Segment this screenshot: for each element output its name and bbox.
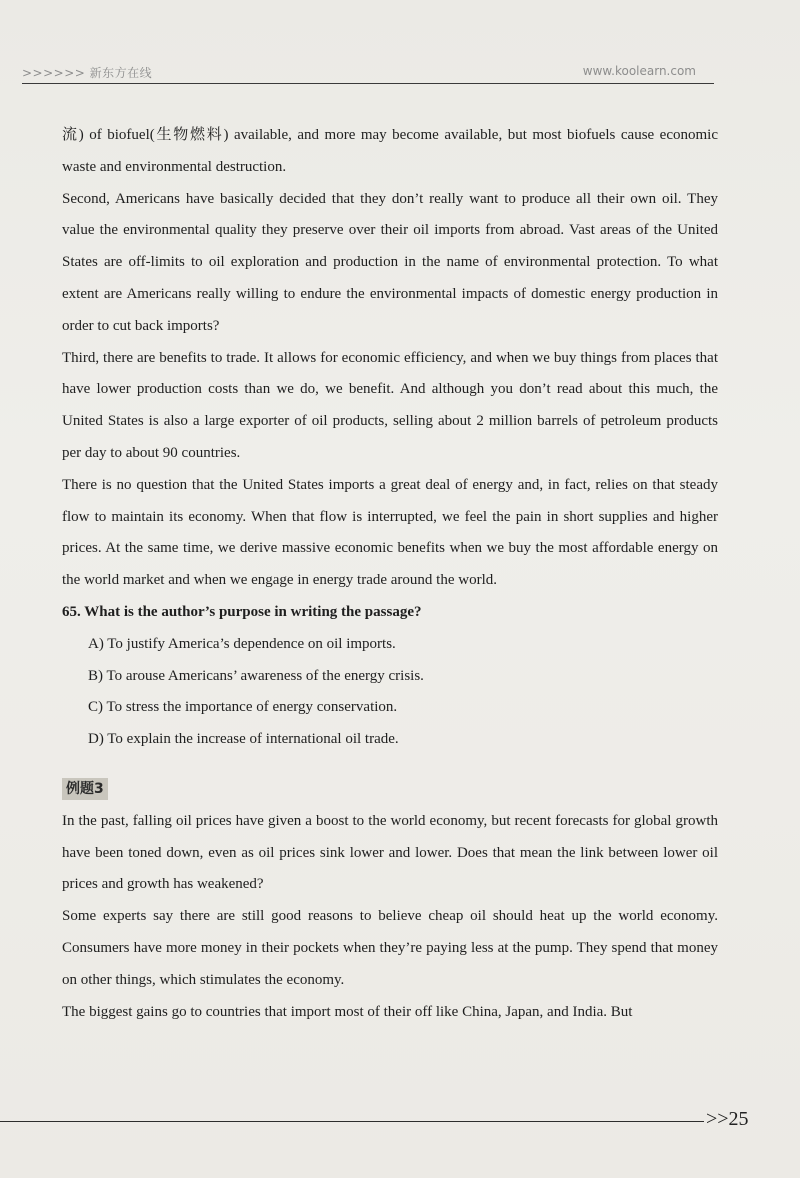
paragraph-7: The biggest gains go to countries that import most of their off like China, Japan, and India. But	[62, 1003, 633, 1020]
paragraph-2: Second, Americans have basically decided that they don’t really want to produce all their own oil. They value the environmental quality they preserve over their oil imports from abroad. Vast areas of the United States are off-limits to oil exploration and production in the name of environmental protection. To what extent are Americans really willing to endure the environmental impacts of domestic energy production in order to cut back imports?	[62, 190, 718, 334]
question-65: 65. What is the author’s purpose in writing the passage?	[62, 603, 422, 620]
example-label: 例题3	[62, 778, 108, 800]
document-body	[62, 120, 718, 1028]
option-a: A) To justify America’s dependence on oil imports.	[88, 635, 396, 652]
header-brand: >>>>>> 新东方在线	[22, 66, 153, 80]
option-b: B) To arouse Americans’ awareness of the energy crisis.	[88, 667, 424, 684]
answer-options	[62, 629, 718, 756]
paragraph-5: In the past, falling oil prices have given a boost to the world economy, but recent forecasts for global growth have been toned down, even as oil prices sink lower and lower. Does that mean the link between lower oil prices and growth has weakened?	[62, 812, 718, 893]
option-c: C) To stress the importance of energy conservation.	[88, 699, 398, 716]
header-divider	[22, 83, 714, 84]
paragraph-1: 流) of biofuel(生物燃料) available, and more may become available, but most biofuels cause economic waste and environmental destruction.	[62, 127, 718, 175]
page-number: >>25	[706, 1108, 749, 1130]
option-d: D) To explain the increase of international oil trade.	[88, 731, 399, 748]
paragraph-4: There is no question that the United States imports a great deal of energy and, in fact, relies on that steady flow to maintain its economy. When that flow is interrupted, we feel the pain in short supplies and higher prices. At the same time, we derive massive economic benefits when we buy the most affordable energy on the world market and when we engage in energy trade around the world.	[62, 476, 718, 589]
paragraph-3: Third, there are benefits to trade. It allows for economic efficiency, and when we buy things from places that have lower production costs than we do, we benefit. And although you don’t read about this much, the United States is also a large exporter of oil products, selling about 2 million barrels of petroleum products per day to about 90 countries.	[62, 349, 718, 461]
header-url: www.koolearn.com	[582, 64, 696, 78]
paragraph-6: Some experts say there are still good reasons to believe cheap oil should heat up the world economy. Consumers have more money in their pockets when they’re paying less at the pump. They spend that money on other things, which stimulates the economy.	[62, 908, 718, 988]
footer-divider	[0, 1121, 704, 1122]
